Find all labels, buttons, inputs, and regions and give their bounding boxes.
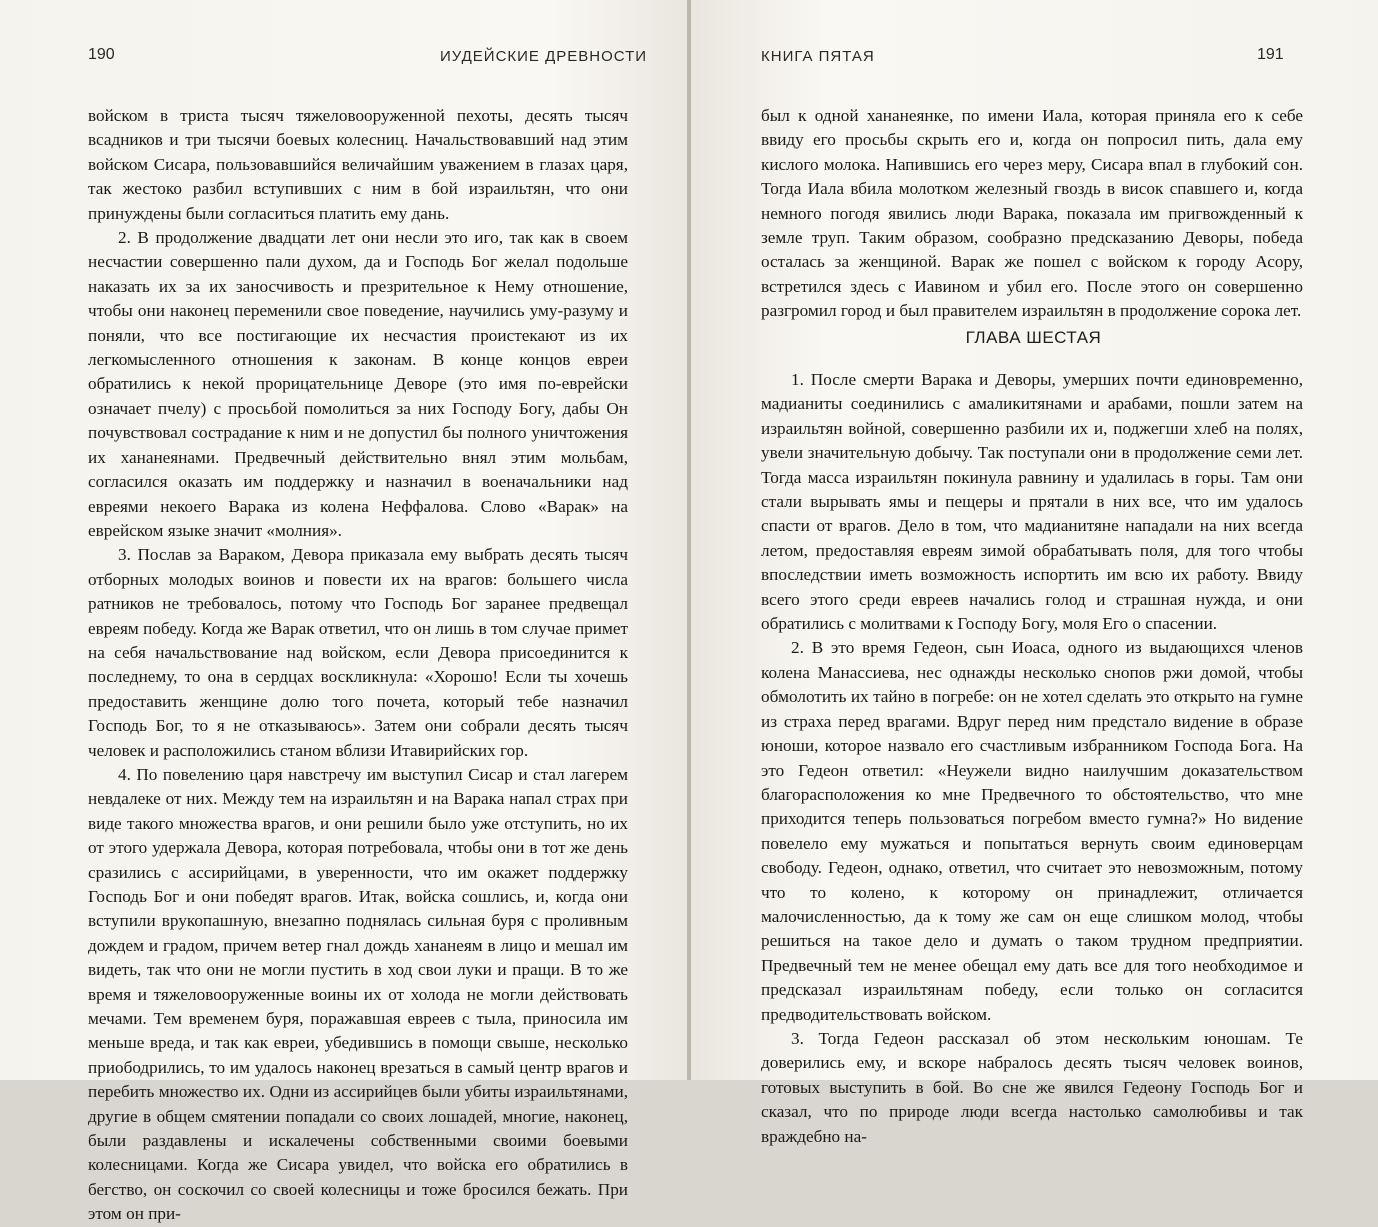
- paragraph: был к одной хананеянке, по имени Иала, которая приняла его к себе ввиду его просьбы скрыть его и, когда он попросил пить, дала ему кислого молока. Напившись его через меру, Сисара впал в глубокий сон. Тогда Иала вбила молотком железный гвоздь в висок спавшего и, когда немного погодя явились люди Варака, показала им пригвожденный к земле труп. Таким образом, сообразно предсказанию Деворы, победа осталась за женщиной. Варак же пошел с войском к городу Асору, встретился здесь с Иавином и убил его. После этого он совершенно разгромил город и был правителем израильтян в продолжение сорока лет.: [761, 106, 1303, 321]
- paragraph: 3. Послав за Вараком, Девора приказала ему выбрать десять тысяч отборных молодых воинов и повести их на врагов: большего числа ратников не требовалось, потому что Господь Бог заранее предвещал евреям победу. Когда же Варак ответил, что он лишь в том случае примет на себя начальствование над войском, если Девора присоединится к последнему, то она в сердцах воскликнула: «Хорошо! Если ты хочешь предоставить женщине долю того почета, который тебе назначил Господь Бог, то я не отказываюсь». Затем они собрали десять тысяч человек и расположились станом вблизи Итавирийских гор.: [88, 545, 628, 760]
- paragraph: 3. Тогда Гедеон рассказал об этом нескольким юношам. Те доверились ему, и вскоре набралось десять тысяч человек воинов, готовых выступить в бой. Во сне же явился Гедеону Господь Бог и сказал, что по природе люди всегда настолько самолюбивы и так враждебно на-: [761, 1028, 1303, 1146]
- page-number-left: 190: [88, 46, 115, 63]
- right-page-body: [761, 368, 1303, 1149]
- chapter-title: ГЛАВА ШЕСТАЯ: [965, 328, 1102, 347]
- page-number-right: 191: [1257, 46, 1284, 63]
- running-head-left: ИУДЕЙСКИЕ ДРЕВНОСТИ: [440, 48, 648, 65]
- paragraph: 1. После смерти Варака и Деворы, умерших почти единовременно, мадианиты соединились с амаликитянами и арабами, пошли затем на израильтян войной, совершенно разбили их и, поджегши хлеб на полях, увели значительную добычу. Так поступали они в продолжение семи лет. Тогда масса израильтян покинула равнину и удалилась в горы. Там они стали вырывать ямы и пещеры и прятали в них все, что им удалось спасти от врагов. Дело в том, что мадианитяне нападали на них всегда летом, предоставляя евреям зимой обрабатывать поля, для того чтобы впоследствии иметь возможность испортить им всю их работу. Ввиду всего этого среди евреев начались голод и страшная нужда, и они обратились с молитвами к Господу Богу, моля Его о спасении.: [761, 370, 1303, 634]
- paragraph: 2. В это время Гедеон, сын Иоаса, одного из выдающихся членов колена Манассиева, нес однажды несколько снопов ржи домой, чтобы обмолотить их тайно в погребе: он не хотел сделать это открыто на гумне из страха перед врагами. Вдруг перед ним предстало видение в образе юноши, которое назвало его счастливым избранником Господа Бога. На это Гедеон ответил: «Неужели видно наилучшим доказательством благорасположения ко мне Предвечного то обстоятельство, что мне приходится теперь пользоваться погребом вместо гумна?» Но видение повелело ему мужаться и попытаться вернуть своим единоверцам свободу. Гедеон, однако, ответил, что считает это невозможным, потому что то колено, к которому он принадлежит, отличается малочисленностью, да к тому же сам он еще слишком молод, чтобы решиться на такое дело и думать о таком трудном предприятии. Предвечный тем не менее обещал ему дать все для того необходимое и предсказал израильтянам победу, если только он согласится предводительствовать войском.: [761, 638, 1303, 1024]
- paragraph: 2. В продолжение двадцати лет они несли это иго, так как в своем несчастии совершенно пали духом, да и Господь Бог желал подольше наказать их за их заносчивость и презрительное к Нему отношение, чтобы они наконец переменили свое поведение, научились уму-разуму и поняли, что все постигающие их несчастия проистекают из их легкомысленного отношения к законам. В конце концов евреи обратились к некой прорицательнице Деворе (это имя по-еврейски означает пчелу) с просьбой помолиться за них Господу Богу, дабы Он почувствовал сострадание к ним и не допустил бы полного уничтожения их хананеянами. Предвечный действительно внял этим мольбам, согласился оказать им поддержку и назначил в военачальники над евреями некоего Варака из колена Неффалова. Слово «Варак» на еврейском языке значит «молния».: [88, 228, 628, 540]
- right-page-top-body: [761, 104, 1303, 324]
- book-gutter: [687, 0, 691, 1080]
- running-head-right: КНИГА ПЯТАЯ: [761, 48, 875, 65]
- paragraph: 4. По повелению царя навстречу им выступил Сисар и стал лагерем невдалеке от них. Между тем на израильтян и на Варака напал страх при виде такого множества врагов, и они решили было уже отступить, но их от этого удержала Девора, которая потребовала, чтобы они в тот же день сразились с ассирийцами, в уверенности, что им окажет поддержку Господь Бог и они победят врагов. Итак, войска сошлись, и, когда они вступили врукопашную, внезапно поднялась сильная буря с проливным дождем и градом, причем ветер гнал дождь хананеям в лицо и мешал им видеть, так что они не могли пустить в ход свои луки и пращи. В то же время и тяжеловооруженные воины их от холода не могли действовать мечами. Тем временем буря, поражавшая евреев с тыла, приносила им меньше вреда, и так как евреи, убедившись в помощи свыше, несколько приободрились, то им удалось наконец врезаться в самый центр врагов и перебить множество их. Одни из ассирийцев были убиты израильтянами, другие в общем смятении попадали со своих лошадей, многие, наконец, были раздавлены и искалечены собственными своими боевыми колесницами. Когда же Сисара увидел, что войска его обратились в бегство, он соскочил со своей колесницы и тоже бросился бежать. При этом он при-: [88, 764, 628, 1224]
- left-page: [0, 0, 689, 1224]
- paragraph: войском в триста тысяч тяжеловооруженной пехоты, десять тысяч всадников и три тысячи боевых колесниц. Начальствовавший над этим войском Сисара, пользовавшийся величайшим уважением в глазах царя, так жестоко разбил вступивших с ним в бой израильтян, что они принуждены были согласиться платить ему дань.: [88, 106, 628, 223]
- left-page-body: [88, 104, 628, 1227]
- right-page: [689, 0, 1378, 1146]
